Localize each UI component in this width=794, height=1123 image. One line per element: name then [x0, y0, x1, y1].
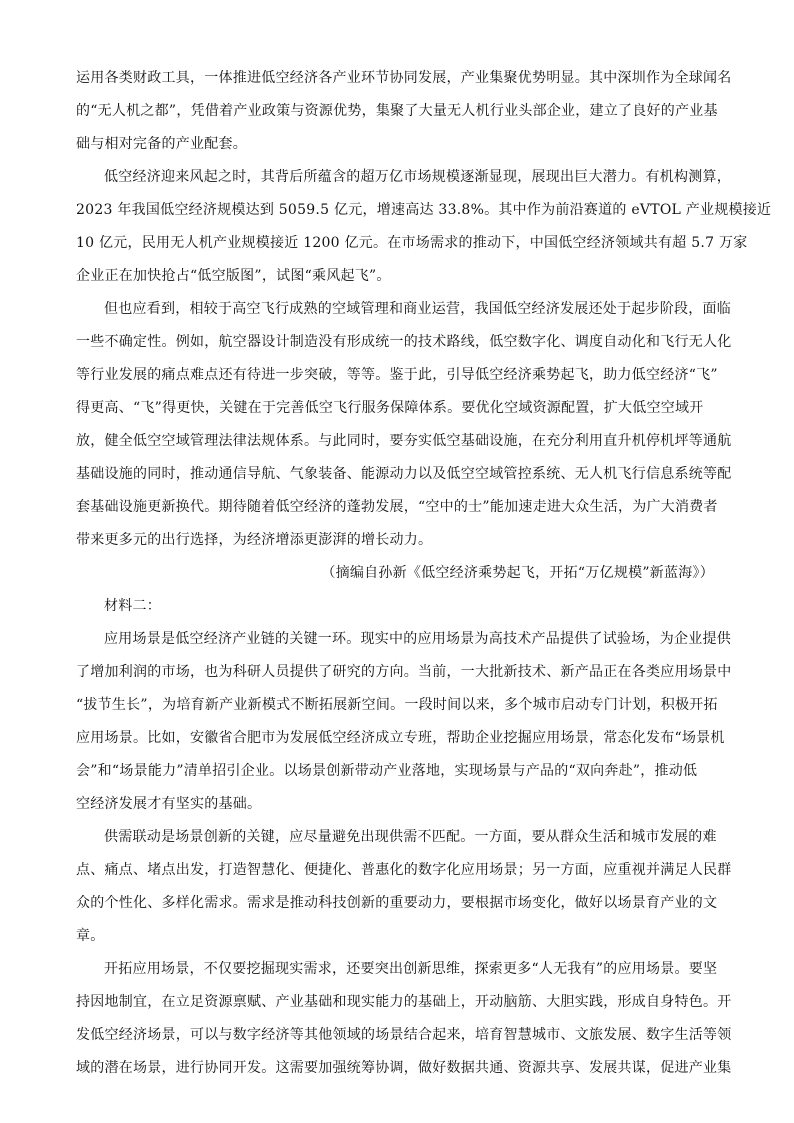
text-line: 发低空经济场景，可以与数字经济等其他领域的场景结合起来，培育智慧城市、文旅发展、数字生活等领: [76, 1027, 732, 1043]
paragraph-4: [76, 623, 732, 821]
text-line: 运用各类财政工具，一体推进低空经济各产业环节协同发展，产业集聚优势明显。其中深圳作为全球闻名: [76, 70, 732, 86]
text-line: 空经济发展才有坚实的基础。: [76, 796, 262, 812]
paragraph-2: [76, 161, 772, 293]
paragraph-6: [76, 953, 732, 1085]
section-heading: 材料二：: [104, 598, 161, 614]
text-line: 了增加利润的市场，也为科研人员提供了研究的方向。当前，一大批新技术、新产品正在各类应用场景中: [76, 664, 732, 680]
text-line: 但也应看到，相较于高空飞行成熟的空域管理和商业运营，我国低空经济发展还处于起步阶段，面临: [104, 301, 731, 317]
paragraph-5: [76, 821, 732, 953]
text-line: 点、痛点、堵点出发，打造智慧化、便捷化、普惠化的数字化应用场景；另一方面，应重视并满足人民群: [76, 862, 732, 878]
text-line: 域的潜在场景，进行协同开发。这需要加强统筹协调，做好数据共通、资源共享、发展共谋，促进产业集: [76, 1060, 732, 1076]
text-line: 基础设施的同时，推动通信导航、气象装备、能源动力以及低空空域管控系统、无人机飞行信息系统等配: [76, 466, 732, 482]
text-line: 一些不确定性。例如，航空器设计制造没有形成统一的技术路线，低空数字化、调度自动化和飞行无人化: [76, 334, 732, 350]
text-line: 供需联动是场景创新的关键，应尽量避免出现供需不匹配。一方面，要从群众生活和城市发展的难: [104, 829, 717, 845]
text-line: 持因地制宜，在立足资源禀赋、产业基础和现实能力的基础上，开动脑筋、大胆实践，形成自身特色。开: [76, 994, 732, 1010]
text-line: 得更高、“飞”得更快，关键在于完善低空飞行服务保障体系。要优化空域资源配置，扩大低空空域开: [76, 400, 704, 416]
text-line: 章。: [76, 928, 105, 944]
text-line: 企业正在加快抢占“低空版图”，试图“乘风起飞”。: [76, 268, 391, 284]
text-line: 10 亿元，民用无人机产业规模接近 1200 亿元。在市场需求的推动下，中国低空经济领域共有超 5.7 万家: [76, 235, 748, 251]
text-line: 应用场景。比如，安徽省合肥市为发展低空经济成立专班，帮助企业挖掘应用场景，常态化发布“场景机: [76, 730, 725, 746]
source-citation: （摘编自孙新《低空经济乘势起飞，开拓“万亿规模”新蓝海》）: [321, 565, 714, 581]
text-line: “拔节生长”，为培育新产业新模式不断拓展新空间。一段时间以来，多个城市启动专门计划，积极开拓: [76, 697, 718, 713]
text-line: 础与相对完备的产业配套。: [76, 136, 247, 152]
text-line: 套基础设施更新换代。期待随着低空经济的蓬勃发展，“空中的士”能加速走进大众生活，为广大消费者: [76, 499, 718, 515]
text-line: 开拓应用场景，不仅要挖掘现实需求，还要突出创新思维，探索更多“人无我有”的应用场景。要坚: [104, 961, 718, 977]
paragraph-3: [76, 293, 732, 557]
text-line: 放，健全低空空域管理法律法规体系。与此同时，要夯实低空基础设施，在充分利用直升机停机坪等通航: [76, 433, 732, 449]
text-line: 2023 年我国低空经济规模达到 5059.5 亿元，增速高达 33.8%。其中作为前沿赛道的 eVTOL 产业规模接近: [76, 202, 772, 218]
text-line: 众的个性化、多样化需求。需求是推动科技创新的重要动力，要根据市场变化，做好以场景育产业的文: [76, 895, 718, 911]
text-line: 带来更多元的出行选择，为经济增添更澎湃的增长动力。: [76, 532, 433, 548]
text-line: 低空经济迎来风起之时，其背后所蕴含的超万亿市场规模逐渐显现，展现出巨大潜力。有机构测算，: [104, 169, 731, 185]
text-line: 应用场景是低空经济产业链的关键一环。现实中的应用场景为高技术产品提供了试验场，为企业提供: [104, 631, 731, 647]
text-line: 等行业发展的痛点难点还有待进一步突破，等等。鉴于此，引导低空经济乘势起飞，助力低空经济“飞”: [76, 367, 718, 383]
text-line: 的“无人机之都”，凭借着产业政策与资源优势，集聚了大量无人机行业头部企业，建立了良好的产业基: [76, 103, 718, 119]
document-body: [76, 62, 772, 1085]
paragraph-1: [76, 62, 732, 161]
text-line: 会”和“场景能力”清单招引企业。以场景创新带动产业落地，实现场景与产品的“双向奔赴”，推动低: [76, 763, 698, 779]
